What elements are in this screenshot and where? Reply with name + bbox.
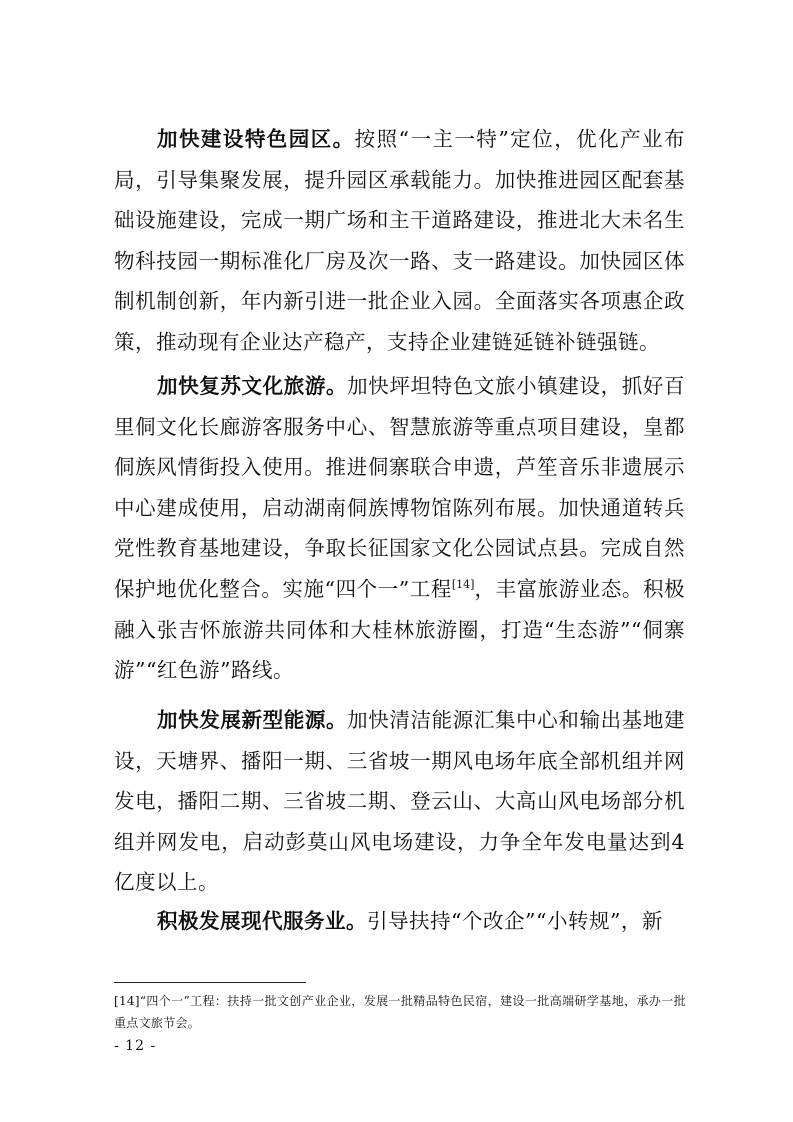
page-number: - 12 - (114, 1038, 157, 1054)
paragraph-culture-tourism (114, 366, 685, 691)
paragraph-heading: 加快发展新型能源。 (157, 708, 348, 732)
paragraph-new-energy (114, 700, 685, 903)
paragraph-heading: 积极发展现代服务业。 (157, 909, 367, 933)
paragraph-heading: 加快建设特色园区。 (157, 127, 355, 151)
paragraph-industrial-parks (114, 119, 685, 363)
paragraph-body: 加快坪坦特色文旅小镇建设，抓好百里侗文化长廊游客服务中心、智慧旅游等重点项目建设，皇都侗族风情街投入使用。推进侗寨联合申遗，芦笙音乐非遗展示中心建成使用，启动湖南侗族博物馆陈列布展。加快通道转兵党性教育基地建设，争取长征国家文化公园试点县。完成自然保护地优化整合。实施“四个一”工程 (114, 374, 685, 601)
footnote-text: [14]“四个一”工程：扶持一批文创产业企业，发展一批精品特色民宿，建设一批高端研学基地，承办一批重点文旅节会。 (114, 994, 686, 1030)
paragraph-modern-services (114, 901, 685, 942)
footnote-reference: [14] (451, 578, 475, 592)
paragraph-body: 引导扶持“个改企”“小转规”，新 (367, 909, 663, 933)
paragraph-body: 加快清洁能源汇集中心和输出基地建设，天塘界、播阳一期、三省坡一期风电场年底全部机组并网发电，播阳二期、三省坡二期、登云山、大高山风电场部分机组并网发电，启动彭莫山风电场建设，力争全年发电量达到4亿度以上。 (114, 708, 685, 895)
paragraph-heading: 加快复苏文化旅游。 (157, 374, 348, 398)
footnote-separator (114, 982, 306, 983)
paragraph-body: 按照“一主一特”定位，优化产业布局，引导集聚发展，提升园区承载能力。加快推进园区配套基础设施建设，完成一期广场和主干道路建设，推进北大未名生物科技园一期标准化厂房及次一路、支一路建设。加快园区体制机制创新，年内新引进一批企业入园。全面落实各项惠企政策，推动现有企业达产稳产，支持企业建链延链补链强链。 (114, 127, 685, 354)
paragraph-body-continued: ，丰富旅游业态。积极融入张吉怀旅游共同体和大桂林旅游圈，打造“生态游”“侗寨游”“红色游”路线。 (114, 576, 686, 683)
